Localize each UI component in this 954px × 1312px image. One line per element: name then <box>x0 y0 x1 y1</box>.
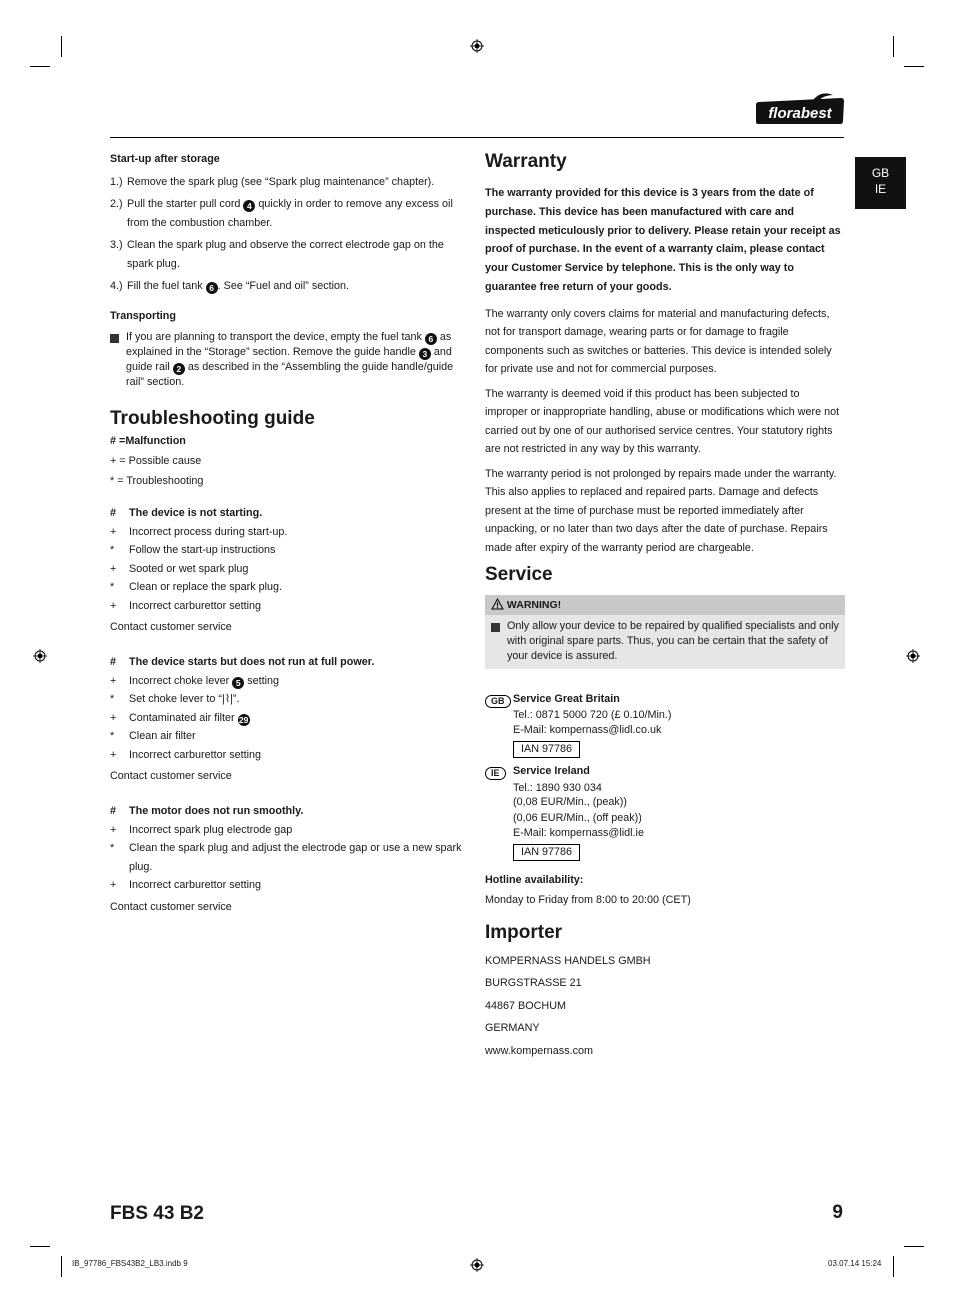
bullet-square-icon <box>110 334 119 343</box>
registration-mark-icon <box>33 649 47 663</box>
crop-mark <box>30 66 50 67</box>
crop-mark <box>61 36 62 57</box>
troubleshooting-heading: Troubleshooting guide <box>110 408 315 429</box>
startup-heading: Start-up after storage <box>110 153 220 165</box>
registration-mark-icon <box>906 649 920 663</box>
remedy-row: * Clean air filter <box>110 730 196 742</box>
warranty-paragraph: The warranty period is not prolonged by repairs made under the warranty. This also applies to replaced and repaired parts. Damage and defects present at the time of purchase must be reported immediately after unpacking, or no later than two days after the date of purchase. Repairs made after expiry of the warranty period are chargeable. <box>485 467 837 554</box>
remedy-row: * Clean or replace the spark plug. <box>110 581 283 593</box>
warning-box <box>485 595 845 669</box>
svg-text:florabest: florabest <box>768 105 832 122</box>
service-heading: Service <box>485 564 553 586</box>
right-column <box>485 150 845 1062</box>
service-ie: IE Service Ireland Tel.: 1890 930 034 (0,08 EUR/Min., (peak)) (0,06 EUR/Min., (off peak)) E-Mail: kompernass@lidl.ie IAN 97786 <box>485 764 845 861</box>
warning-header: WARNING! <box>485 595 845 615</box>
cause-row: + Sooted or wet spark plug <box>110 562 249 575</box>
cause-row: + Incorrect process during start-up. <box>110 525 288 538</box>
hotline-text: Monday to Friday from 8:00 to 20:00 (CET) <box>485 894 691 907</box>
troubleshooting-group <box>110 653 470 786</box>
startup-step: 4.) Fill the fuel tank 6 . See “Fuel and oil” section. <box>110 280 350 293</box>
crop-mark <box>30 1246 50 1247</box>
part-6-icon: 6 <box>206 282 218 294</box>
lang-gb: GB <box>871 166 890 180</box>
legend-item: + = Possible cause <box>110 455 202 467</box>
ian-box: IAN 97786 <box>513 844 580 861</box>
legend-item: # =Malfunction <box>110 435 186 447</box>
malfunction-row: # The motor does not run smoothly. <box>110 805 304 817</box>
importer-heading: Importer <box>485 921 563 943</box>
cause-row: + Incorrect spark plug electrode gap <box>110 823 293 836</box>
gb-badge-icon: GB <box>485 695 511 708</box>
warranty-heading: Warranty <box>485 151 567 172</box>
registration-mark-icon <box>470 39 484 53</box>
crop-mark <box>893 36 894 57</box>
cause-row: + Incorrect carburettor setting <box>110 879 262 891</box>
crop-mark <box>904 1246 924 1247</box>
startup-step: 1.) Remove the spark plug (see “Spark plug maintenance” chapter). <box>110 176 435 188</box>
florabest-logo <box>755 92 845 126</box>
warranty-paragraph: The warranty is deemed void if this product has been subjected to improper or inappropriate handling, abuse or modifications which were not carried out by one of our authorised service centres. Your statutory rights are not restricted in any way by this warranty. <box>485 387 840 456</box>
malfunction-row: # The device is not starting. <box>110 507 263 519</box>
warning-body: Only allow your device to be repaired by qualified specialists and only with original spare parts. Thus, you can be certain that the safety of your device is assured. <box>485 615 845 669</box>
cause-row: + Incorrect choke lever 5 setting <box>110 674 280 688</box>
legend <box>110 431 470 491</box>
warranty-paragraph: The warranty only covers claims for material and manufacturing defects, not for transport damage, wearing parts or for damage to fragile components such as switches or batteries. This device is intended solely for private use and not for commercial purposes. <box>485 307 832 376</box>
importer-address: KOMPERNASS HANDELS GMBH BURGSTRASSE 21 44867 BOCHUM GERMANY www.kompernass.com <box>485 950 845 1063</box>
part-4-icon: 4 <box>243 200 255 212</box>
lang-ie: IE <box>874 182 887 196</box>
startup-step: 3.) Clean the spark plug and observe the correct electrode gap on the spark plug. <box>110 239 444 270</box>
troubleshooting-table <box>110 504 470 917</box>
malfunction-row: # The device starts but does not run at full power. <box>110 656 375 668</box>
part-5-icon: 5 <box>232 677 244 689</box>
part-2-icon: 2 <box>173 363 185 375</box>
contact-service-note: Contact customer service <box>110 621 232 633</box>
troubleshooting-group <box>110 802 470 917</box>
transport-heading: Transporting <box>110 310 176 322</box>
remedy-row: * Follow the start-up instructions <box>110 544 276 556</box>
crop-mark <box>61 1256 62 1277</box>
left-column <box>110 150 470 933</box>
troubleshooting-group <box>110 504 470 637</box>
part-29-icon: 29 <box>238 714 249 725</box>
contact-service-note: Contact customer service <box>110 770 232 782</box>
cause-row: + Contaminated air filter 29 <box>110 711 249 725</box>
remedy-row: * Set choke lever to “|⌇|”. <box>110 693 240 705</box>
warranty-bold-paragraph: The warranty provided for this device is 3 years from the date of purchase. This device has been manufactured with care and inspected meticulously prior to delivery. Please retain your receipt as proof of purchase. In the event of a warranty claim, please contact your Customer Service by telephone. This is the only way to guarantee free return of your goods. <box>485 187 841 293</box>
print-date: 03.07.14 15:24 <box>828 1259 882 1268</box>
service-gb: GB Service Great Britain Tel.: 0871 5000 720 (£ 0.10/Min.) E-Mail: kompernass@lidl.co.uk IAN 97786 <box>485 692 845 758</box>
model-number: FBS 43 B2 <box>110 1203 204 1224</box>
part-3-icon: 3 <box>419 348 431 360</box>
warning-triangle-icon <box>491 598 504 610</box>
print-slug: IB_97786_FBS43B2_LB3.indb 9 <box>72 1259 188 1268</box>
bullet-square-icon <box>491 623 500 632</box>
transport-item: If you are planning to transport the device, empty the fuel tank 6 as explained in the “Storage” section. Remove the guide handle 3 and guide rail 2 as described in the “Assembling the guide handle/guide rail” section. <box>110 330 470 390</box>
startup-step: 2.) Pull the starter pull cord 4 quickly in order to remove any excess oil from the combustion chamber. <box>110 198 453 229</box>
registration-mark-icon <box>470 1258 484 1272</box>
crop-mark <box>893 1256 894 1277</box>
importer-website-link[interactable]: www.kompernass.com <box>485 1044 594 1057</box>
remedy-row: * Clean the spark plug and adjust the electrode gap or use a new spark plug. <box>110 842 462 873</box>
crop-mark <box>904 66 924 67</box>
ian-box: IAN 97786 <box>513 741 580 758</box>
cause-row: + Incorrect carburettor setting <box>110 599 262 612</box>
page-number: 9 <box>832 1202 843 1223</box>
contact-service-note: Contact customer service <box>110 900 232 913</box>
legend-item: * = Troubleshooting <box>110 475 204 487</box>
ie-badge-icon: IE <box>485 767 506 780</box>
part-6-icon: 6 <box>425 333 437 345</box>
hotline-heading: Hotline availability: <box>485 873 584 886</box>
language-tab <box>855 157 906 209</box>
header-rule <box>110 137 844 138</box>
cause-row: + Incorrect carburettor setting <box>110 748 262 761</box>
